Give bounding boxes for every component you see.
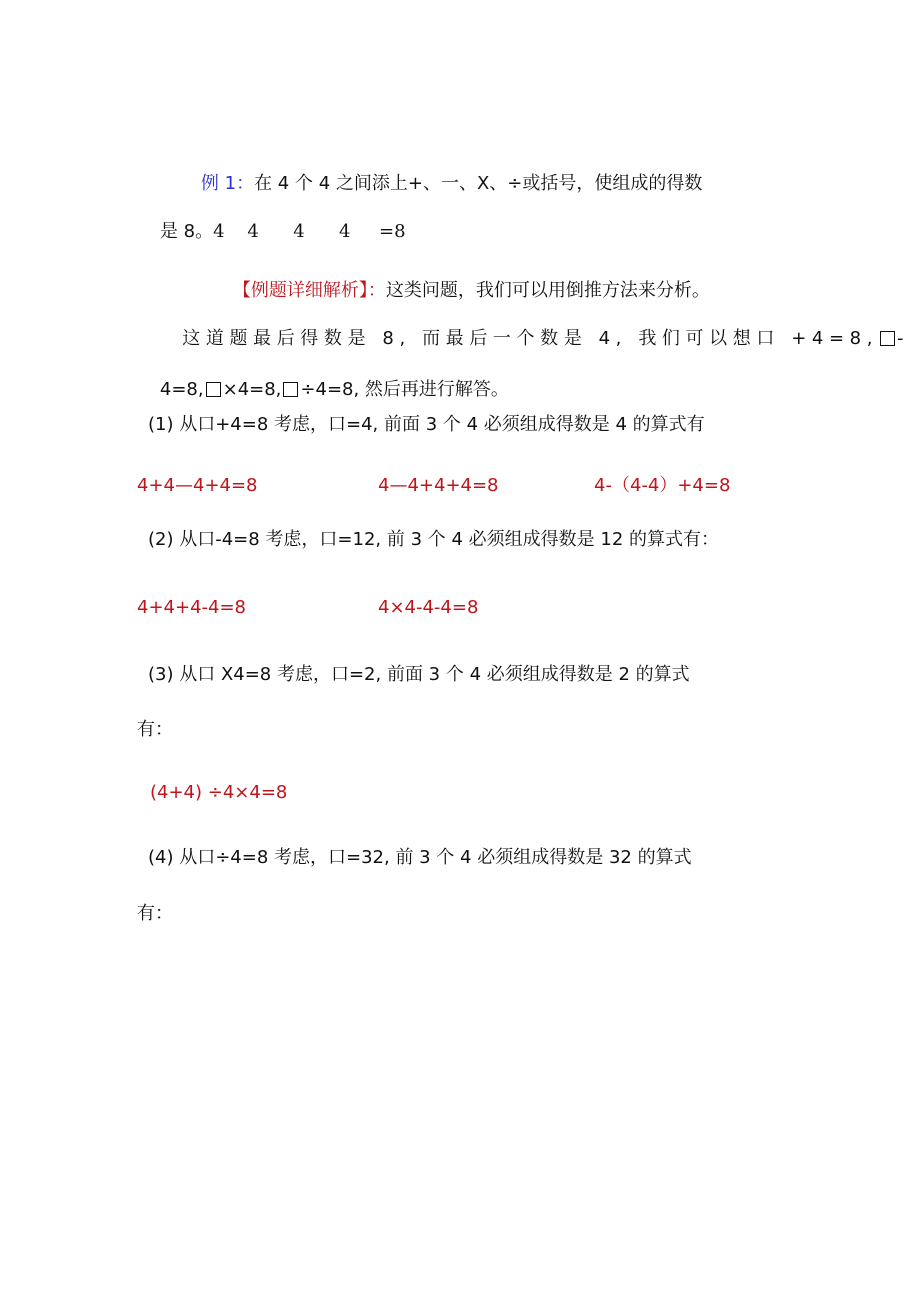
blank-box-icon	[880, 331, 895, 346]
case-1-formula-3: 4-（4-4）+4=8	[594, 475, 731, 496]
analysis-line1-minus: -	[897, 328, 910, 349]
case-3-formula-1: (4+4) ÷4×4=8	[150, 782, 288, 803]
example-label: 例 1：	[200, 173, 255, 194]
case-2-formula-2: 4×4-4-4=8	[378, 597, 479, 618]
case-1-text: (1) 从口+4=8 考虑，口=4, 前面 3 个 4 必须组成得数是 4 的算式有	[148, 414, 705, 435]
example-question-expression: 4 4 4 4 =8	[213, 221, 406, 242]
example-question-line2-prefix: 是 8。	[159, 221, 214, 242]
analysis-line2-a: 4=8,	[159, 379, 204, 400]
case-2-text: (2) 从口-4=8 考虑，口=12, 前 3 个 4 必须组成得数是 12 的算式有：	[148, 529, 719, 550]
analysis-line2-b: ×4=8,	[222, 379, 282, 400]
case-4-text: (4) 从口÷4=8 考虑，口=32, 前 3 个 4 必须组成得数是 32 的算式	[148, 847, 692, 868]
analysis-line1-text: 这道题最后得数是 8, 而最后一个数是 4, 我们可以想口 +4=8,	[182, 328, 879, 349]
case-3-tail: 有：	[137, 719, 173, 740]
analysis-heading: 【例题详细解析】：	[232, 280, 386, 301]
analysis-intro: 这类问题，我们可以用倒推方法来分析。	[385, 280, 710, 301]
blank-box-icon	[283, 382, 298, 397]
case-1-formula-1: 4+4—4+4=8	[137, 475, 258, 496]
example-question-line1: 在 4 个 4 之间添上+、一、X、÷或括号，使组成的得数	[254, 173, 703, 194]
case-1-formula-2: 4—4+4+4=8	[378, 475, 499, 496]
case-3-text: (3) 从口 X4=8 考虑，口=2, 前面 3 个 4 必须组成得数是 2 的算式	[148, 664, 690, 685]
case-2-formula-1: 4+4+4-4=8	[137, 597, 247, 618]
case-4-tail: 有：	[137, 903, 173, 924]
blank-box-icon	[206, 382, 221, 397]
analysis-line2-c: ÷4=8, 然后再进行解答。	[300, 379, 509, 400]
